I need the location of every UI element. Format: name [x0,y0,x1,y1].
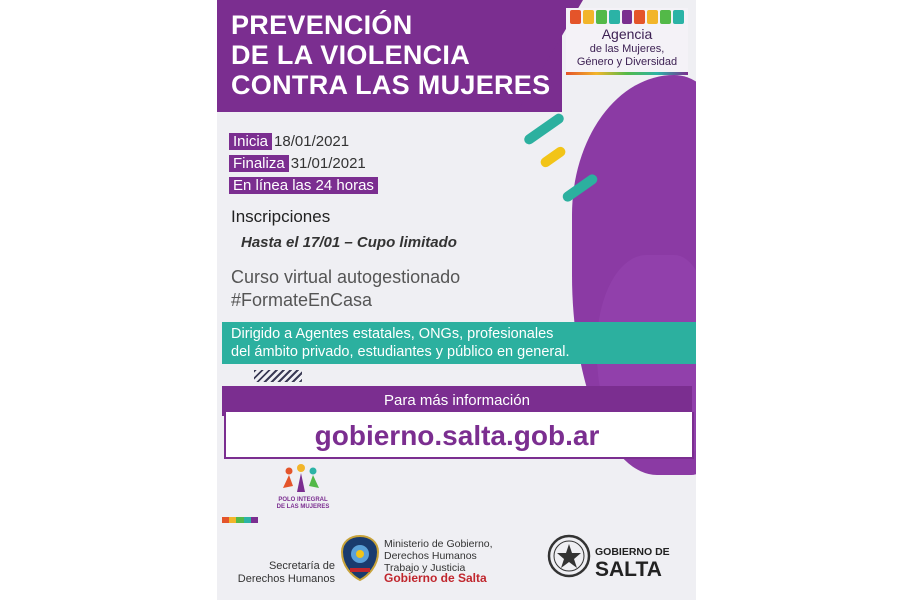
ministerio-name: Ministerio de Gobierno, Derechos Humanos Trabajo y Justicia [384,538,493,574]
poster-title: PREVENCIÓN DE LA VIOLENCIA CONTRA LAS MUJERES [231,10,551,100]
end-label: Finaliza [229,155,289,172]
agency-subtitle: de las Mujeres, Género y Diversidad [576,43,678,68]
salta-label: SALTA [595,558,662,581]
start-value: 18/01/2021 [274,133,350,150]
yellow-dash-decoration [539,145,568,169]
gobierno-salta-red: Gobierno de Salta [384,571,487,585]
info-label: Para más información [384,392,530,409]
teal-dash-decoration [522,112,565,147]
gobierno-de-label: GOBIERNO DE [595,546,670,558]
polo-integral-name: POLO INTEGRAL DE LAS MUJERES [276,497,330,510]
secretaria-name: Secretaría de Derechos Humanos [237,560,335,585]
registration-detail: Hasta el 17/01 – Cupo limitado [241,234,457,251]
salta-seal-icon [547,534,591,578]
end-value: 31/01/2021 [290,155,366,172]
agency-color-stripe [566,72,688,75]
hatch-decoration [254,370,302,382]
agency-faces-icon [570,10,684,24]
salta-shield-icon [340,534,380,582]
registration-title: Inscripciones [231,207,331,226]
color-stripe-decoration [222,517,258,523]
course-description: Curso virtual autogestionado #FormateEnCasa [231,267,461,310]
start-label: Inicia [229,133,272,150]
poster [217,0,696,600]
audience-text: Dirigido a Agentes estatales, ONGs, profesionales del ámbito privado, estudiantes y público en general. [231,326,570,360]
online-label: En línea las 24 horas [229,177,378,194]
start-date-row [229,133,349,150]
info-url-link[interactable]: gobierno.salta.gob.ar [314,420,600,451]
agency-title: Agencia [601,26,653,42]
agency-logo [566,8,688,74]
polo-integral-logo-icon [277,462,325,496]
end-date-row [229,155,366,172]
online-row [229,177,378,194]
